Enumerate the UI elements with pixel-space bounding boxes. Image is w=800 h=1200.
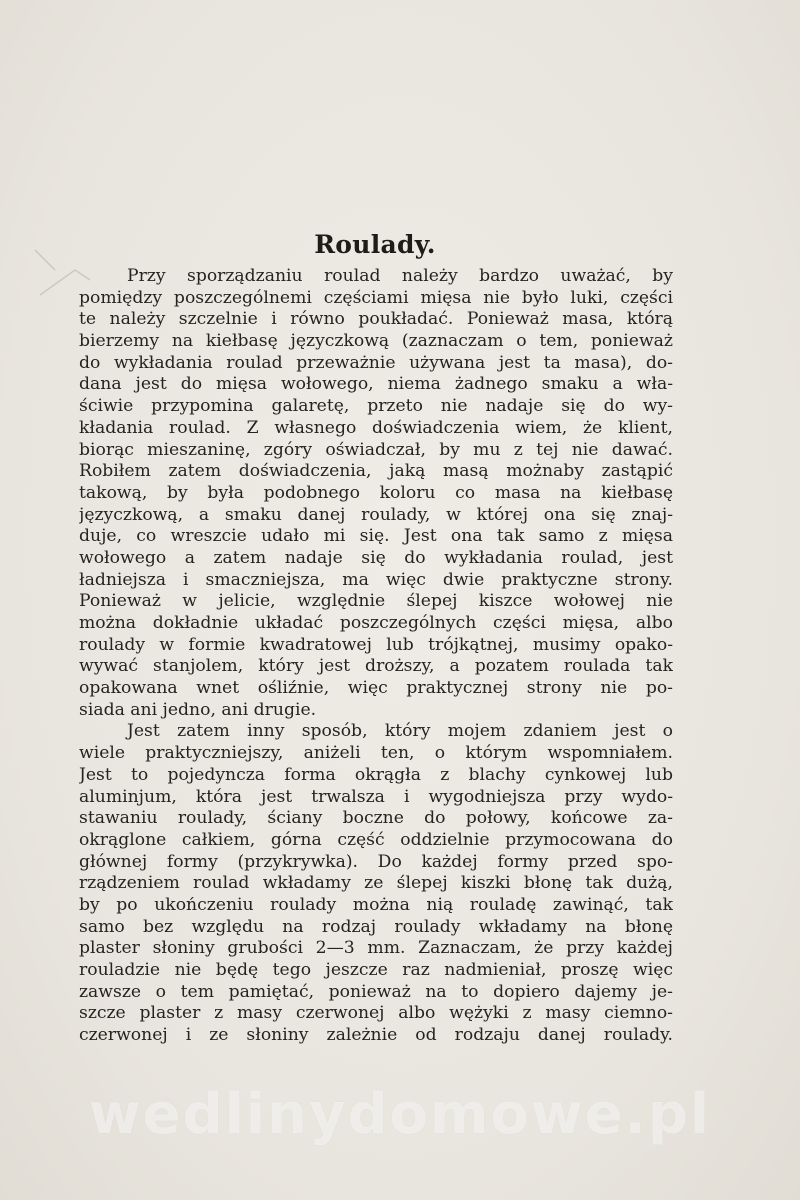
text-line: rouladzie nie będę tego jeszcze raz nadmieniał, proszę więc (79, 960, 673, 980)
text-line: plaster słoniny grubości 2—3 mm. Zaznaczam, że przy każdej (79, 938, 673, 959)
watermark: wedlinydomowe.pl (88, 1082, 712, 1147)
text-line: okrąglone całkiem, górna część oddzielnie przymocowana do (79, 829, 673, 850)
text-line: można dokładnie układać poszczególnych części mięsa, albo (79, 613, 673, 633)
text-line: szcze plaster z masy czerwonej albo wężyki z masy ciemno- (79, 1003, 673, 1024)
text-line: ładniejsza i smaczniejsza, ma więc dwie praktyczne strony. (79, 569, 673, 590)
text-line: czerwonej i ze słoniny zależnie od rodzaju danej roulady. (79, 1025, 673, 1046)
text-line: Przy sporządzaniu roulad należy bardzo uważać, by (127, 266, 673, 286)
text-line: Jest to pojedyncza forma okrągła z blachy cynkowej lub (79, 764, 673, 785)
text-line: głównej formy (przykrywka). Do każdej formy przed spo- (79, 851, 673, 872)
text-line: stawaniu roulady, ściany boczne do połowy, końcowe za- (79, 808, 673, 829)
text-line: rządzeniem roulad wkładamy ze ślepej kiszki błonę tak dużą, (79, 873, 673, 894)
text-line: bierzemy na kiełbasę języczkową (zaznaczam o tem, ponieważ (79, 331, 673, 352)
text-line: języczkową, a smaku danej roulady, w której ona się znaj- (79, 504, 673, 525)
text-line: biorąc mieszaninę, zgóry oświadczał, by mu z tej nie dawać. (79, 439, 673, 460)
text-line: wywać stanjolem, który jest droższy, a pozatem roulada tak (79, 656, 673, 677)
text-line: opakowana wnet ośliźnie, więc praktycznej strony nie po- (79, 678, 673, 699)
text-line: aluminjum, która jest trwalsza i wygodniejsza przy wydo- (79, 786, 673, 807)
page-title: Roulady. (314, 230, 436, 259)
text-line: takową, by była podobnego koloru co masa na kiełbasę (79, 482, 673, 503)
text-line: kładania roulad. Z własnego doświadczenia wiem, że klient, (79, 417, 673, 438)
text-line: ściwie przypomina galaretę, przeto nie nadaje się do wy- (79, 396, 673, 417)
text-line: duje, co wreszcie udało mi się. Jest ona tak samo z mięsa (79, 526, 673, 547)
text-line: Robiłem zatem doświadczenia, jaką masą możnaby zastąpić (79, 461, 673, 482)
text-line: samo bez względu na rodzaj roulady wkładamy na błonę (79, 916, 673, 937)
text-line: pomiędzy poszczególnemi częściami mięsa nie było luki, części (79, 287, 673, 308)
text-line: wołowego a zatem nadaje się do wykładania roulad, jest (79, 547, 673, 568)
text-line: siada ani jedno, ani drugie. (79, 699, 317, 720)
text-line: by po ukończeniu roulady można nią rouladę zawinąć, tak (79, 894, 673, 915)
text-line: wiele praktyczniejszy, aniżeli ten, o którym wspomniałem. (79, 743, 673, 764)
text-line: Ponieważ w jelicie, względnie ślepej kiszce wołowej nie (79, 591, 673, 612)
text-line: Jest zatem inny sposób, który mojem zdaniem jest o (127, 721, 673, 742)
text-line: do wykładania roulad przeważnie używana jest ta masa), do- (79, 352, 673, 373)
text-line: zawsze o tem pamiętać, ponieważ na to dopiero dajemy je- (79, 981, 673, 1002)
text-line: dana jest do mięsa wołowego, niema żadnego smaku a wła- (79, 374, 673, 395)
text-line: roulady w formie kwadratowej lub trójkątnej, musimy opako- (79, 634, 673, 655)
text-line: te należy szczelnie i równo poukładać. Ponieważ masa, którą (79, 309, 673, 330)
body-text (79, 266, 673, 1047)
